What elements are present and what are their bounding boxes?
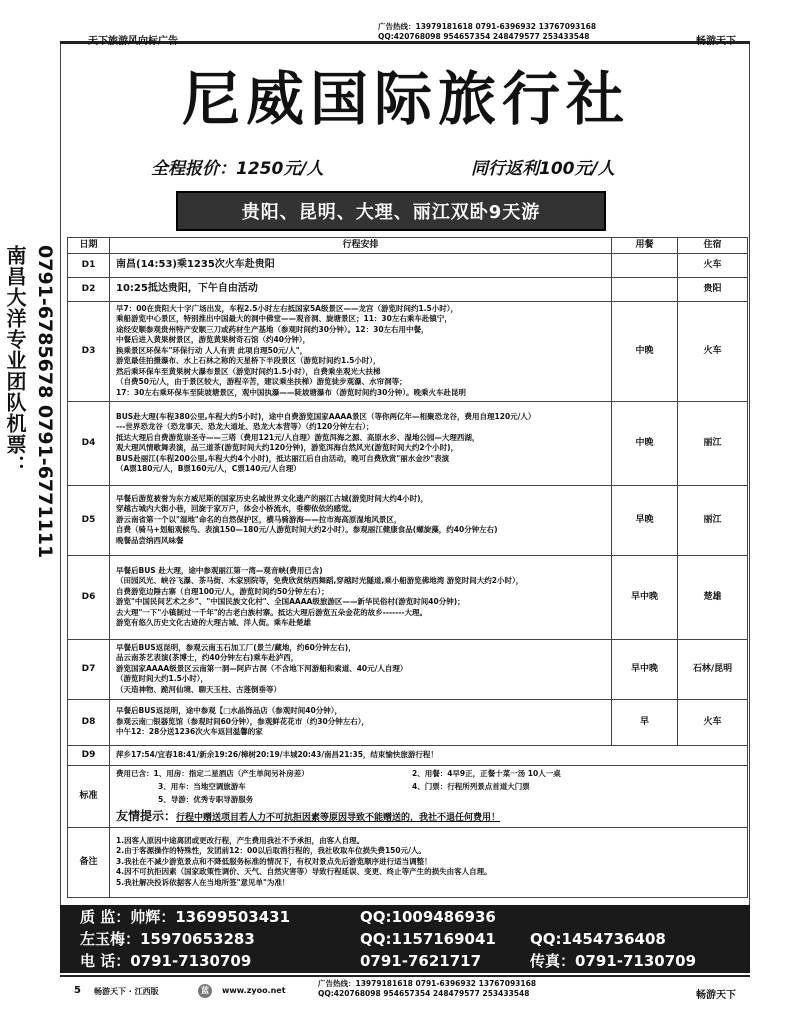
- header-hotline: [378, 22, 596, 42]
- day-stay: 楚雄: [678, 555, 748, 639]
- standard-item-4: 4、门票：行程所列景点首道大门票: [412, 781, 530, 791]
- day-stay: 贵阳: [678, 277, 748, 301]
- day-meal: 早: [612, 699, 678, 745]
- day-label: D9: [68, 745, 110, 765]
- schedule-line: 早餐后BUS返昆明，途中参观【□水晶饰品店（参观时间40分钟），: [116, 706, 342, 716]
- contact-row-supervisor: [60, 906, 750, 928]
- publication-name: 畅游天下 · 江西版: [94, 987, 159, 996]
- schedule-line: 去大理"一下"小镇制过一千年"的古老白族村寨。抵达大理后游览五朵金花的故乡-------大理。: [116, 607, 428, 617]
- day-label: D5: [68, 485, 110, 555]
- schedule-line: 穿越古城内大街小巷，回旋于家万户，体会小桥流水，垂柳依依的感觉。: [116, 504, 356, 514]
- day-label: D4: [68, 401, 110, 485]
- table-row: [68, 301, 748, 401]
- day-stay: 石林/昆明: [678, 639, 748, 699]
- friendly-tip: [116, 809, 741, 825]
- day-label: D3: [68, 301, 110, 401]
- day-meal: 早中晚: [612, 555, 678, 639]
- footer-hotline-qq: QQ:420768098 954657354 248479577 253433548: [318, 989, 530, 998]
- schedule-line: 游览最佳拍摄瀑布、水上石林之称的天星桥下半段景区（游览时间约1.5小时），: [116, 356, 381, 366]
- table-header-row: [68, 238, 748, 254]
- schedule-line: （游览时间大约1.5小时），: [116, 674, 209, 684]
- contact-zuo: 左玉梅：15970653283: [80, 930, 255, 948]
- schedule-line: 游览有悠久历史文化古迹的大理古城、洋人街。乘车赴楚雄: [116, 618, 311, 627]
- day-schedule: [110, 277, 612, 301]
- sidebar-ticket-ad: [2, 245, 56, 765]
- schedule-line: （A票180元/人，B票160元/人，C票140元/人自理）: [116, 464, 301, 473]
- schedule-line: 游览国家AAAA级景区云南第一洞—阿庐古洞（不含地下河游船和索道、40元/人自理）: [116, 663, 408, 673]
- standard-content: [110, 765, 748, 827]
- day-stay: 丽江: [678, 401, 748, 485]
- footer-hotline: [318, 979, 536, 999]
- day-meal: [612, 277, 678, 301]
- footer-right-text: 畅游天下: [696, 990, 736, 1001]
- schedule-line: （田园风光、峡谷飞瀑、茶马街、木家别院等，免费欣赏纳西舞蹈,穿越时光隧道,乘小船游览佛地湾 游览时间大约2小时），: [116, 576, 524, 585]
- route-banner: 贵阳、昆明、大理、丽江双卧9天游: [176, 191, 606, 231]
- day-schedule: [110, 699, 612, 745]
- schedule-line: 乘船游览中心景区，特别推出中国最大的洞中佛堂——观音洞、旋塘景区；11：30左右乘车赴镇宁，: [116, 314, 452, 324]
- page-header: [60, 20, 750, 47]
- day-label: D6: [68, 555, 110, 639]
- schedule-line: BUS赴大理(车程380公里,车程大约5小时)，途中自费游览国家AAAA景区（等你两亿年—相聚恐龙谷，费用自理120元/人）: [116, 411, 536, 421]
- day-meal: 早晚: [612, 485, 678, 555]
- standard-item-1: [116, 768, 412, 779]
- contacts-block: [60, 905, 750, 973]
- schedule-line: 换乘景区环保车"环保行动 人人有责 此项自理50元/人"，: [116, 345, 308, 355]
- note-line: 2.由于客源操作的特殊性，发团前12：00以后取消行程的，我社收取车位损失费150元/人。: [116, 846, 426, 856]
- schedule-line: 抵达大理后自费游览崇圣寺——三塔（费用121元/人自理）游览洱海之源、高原水乡、湿地公园—大理西湖，: [116, 432, 480, 442]
- note-line: 1.因客人原因中途离团或更改行程，产生费用我社不予承担，由客人自理。: [116, 835, 365, 845]
- fee-prefix: 费用已含：: [116, 768, 154, 778]
- page-number: 5: [74, 985, 81, 996]
- note-line: 3.我社在不减少游览景点和不降低服务标准的情况下，有权对景点先后游览顺序进行适当调整！: [116, 856, 432, 866]
- day-label: D8: [68, 699, 110, 745]
- sidebar-ticket-phones: 0791-6785678 0791-6771111: [34, 245, 56, 559]
- schedule-line: 途经安顺参观贵州特产安顺三刀或药材生产基地（参观时间约30分钟）。12：30左右用中餐，: [116, 324, 429, 334]
- standard-label: 标准: [68, 765, 110, 827]
- day-schedule: [110, 639, 612, 699]
- notes-row: [68, 827, 748, 897]
- schedule-line: 然后乘环保车至黄果树大瀑布景区（游览时间约1.5小时），自费乘坐观光大扶梯: [116, 366, 381, 376]
- schedule-line: 中午12：28分送1236次火车返回温馨的家: [116, 727, 263, 737]
- contact-zuo-qq: QQ:1157169041: [360, 930, 496, 948]
- schedule-line: 早餐后BUS 赴大理，途中参观丽江第一湾—观音峡(费用已含): [116, 565, 323, 575]
- page-footer: [60, 975, 750, 1005]
- schedule-line: 17：30左右乘环保车至陡坡塘景区，观中国执瀑——陡坡塘瀑布（游览时间约30分钟）。晚乘火车赴昆明: [116, 387, 467, 397]
- table-row: [68, 253, 748, 277]
- footer-hotline-phones: 广告热线：13979181618 0791-6396932 13767093168: [318, 979, 537, 988]
- friendly-tip-text: 行程中赠送项目若人力不可抗拒因素等原因导致不能赠送的，我社不退任何费用！: [176, 812, 501, 823]
- note-line: 5.我社解决投诉依据客人在当地所签"意见单"为准！: [116, 877, 290, 887]
- schedule-line: 早7：00在贵阳大十字广场出发，车程2.5小时左右抵国家5A级景区——龙宫（游览时间约1.5小时），: [116, 303, 458, 313]
- day-schedule: [110, 401, 612, 485]
- sidebar-ticket-label: 南昌大洋专业团队机票：: [3, 245, 27, 476]
- header-hotline-qq: QQ:420768098 954657354 248479577 253433548: [378, 32, 590, 41]
- price-row: [61, 154, 751, 178]
- main-ad: [60, 44, 750, 934]
- schedule-line: 参观云南□银器览馆（参观时间60分钟），参观鲜花花市（约30分钟左右），: [116, 716, 369, 726]
- schedule-line: 早餐后BUS返昆明，参观云南玉石加工厂(景兰/藏地，约60分钟左右)，: [116, 642, 356, 652]
- day-stay: 火车: [678, 253, 748, 277]
- table-row: [68, 555, 748, 639]
- day-schedule: [110, 301, 612, 401]
- table-row: [68, 639, 748, 699]
- header-date: 日期: [68, 238, 110, 254]
- day-label: D2: [68, 277, 110, 301]
- day-meal: 中晚: [612, 301, 678, 401]
- table-row: [68, 277, 748, 301]
- full-price: 全程报价：1250元/人: [151, 159, 324, 179]
- schedule-line: 萍乡17:54/宜春18:41/新余19:26/樟树20:19/丰城20:43/南昌21:35，结束愉快旅游行程！: [116, 749, 438, 759]
- schedule-line: 中餐后进入黄果树景区，游览黄果树奇石馆（约40分钟），: [116, 335, 311, 345]
- table-row: [68, 699, 748, 745]
- day-schedule: [110, 745, 748, 765]
- day-stay: 丽江: [678, 485, 748, 555]
- standard-items: [116, 768, 741, 805]
- table-row: [68, 485, 748, 555]
- day-meal: 中晚: [612, 401, 678, 485]
- day-stay: 火车: [678, 699, 748, 745]
- schedule-line: 自费（骑马+划船观候鸟、表演150—180元/人游览时间大约2小时）。参观丽江健康食品(螺旋藻，约40分钟左右): [116, 525, 498, 535]
- schedule-line: 游云南省第一个以"湿地"命名的自然保护区，横马骑游海——拉市海高原湿地风景区，: [116, 514, 402, 524]
- schedule-line: 自费游览边陲古寨（自理100元/人，游览时间约50分钟左右）；: [116, 586, 329, 596]
- schedule-line: 10:25抵达贵阳，下午自由活动: [116, 283, 258, 294]
- day-meal: [612, 253, 678, 277]
- itinerary-table: [67, 237, 748, 898]
- contact-phone: 电 话：0791-7130709: [80, 952, 252, 970]
- agency-title: 尼威国际旅行社: [181, 65, 630, 133]
- header-hotline-phones: 广告热线：13979181618 0791-6396932 13767093168: [378, 22, 597, 31]
- day-schedule: [110, 555, 612, 639]
- schedule-line: BUS赴丽江(车程200公里,车程大约4个小时)，抵达丽江后自由活动，晚可自费欣赏"丽水金沙"表演: [116, 453, 450, 463]
- schedule-line: （自费50元/人，由于景区较大，游程辛苦，建议乘坐扶梯）游览徒步观瀑、水帘洞等；: [116, 377, 407, 387]
- standard-item-empty: [412, 794, 602, 805]
- notes-label: 备注: [68, 827, 110, 897]
- header-right-text: 畅游天下: [696, 36, 736, 47]
- table-row: [68, 401, 748, 485]
- contact-row-phone: [60, 950, 750, 972]
- schedule-line: 南昌(14:53)乘1235次火车赴贵阳: [116, 259, 275, 270]
- standard-item-3: 3、用车：当地空调旅游车: [158, 781, 246, 791]
- notes-content: [110, 827, 748, 897]
- schedule-line: 观大理风情歌舞表演，品三道茶(游览时间大约120分钟)，游览洱海自然风光(游览时间大约2个小时)，: [116, 443, 459, 452]
- contact-supervisor-qq: QQ:1009486936: [360, 908, 496, 926]
- header-meal: 用餐: [612, 238, 678, 254]
- contact-fax: 传真：0791-7130709: [530, 952, 697, 970]
- schedule-line: 晚餐品尝纳西风味餐: [116, 535, 184, 545]
- contact-zuo-qq-2: QQ:1454736408: [530, 930, 666, 948]
- schedule-line: 游览"中国民间艺术之乡"、"中国民族文化村"、全国AAAA级旅游区——新华民俗村(游览时间40分钟)；: [116, 597, 465, 606]
- day-label: D7: [68, 639, 110, 699]
- schedule-line: （天造神物、跪河仙境、聊天玉柱、古莲倒垂等）: [116, 684, 281, 694]
- schedule-line: 品云南茶艺表演(茶博士，约40分钟左右)乘车赴泸西，: [116, 653, 299, 663]
- friendly-tip-label: 友情提示：: [116, 808, 177, 823]
- header-left-text: 天下旅游风向标广告: [88, 36, 178, 47]
- peer-rebate: 同行返利100元/人: [471, 159, 615, 179]
- header-stay: 住宿: [678, 238, 748, 254]
- header-schedule: 行程安排: [110, 238, 612, 254]
- day-label: D1: [68, 253, 110, 277]
- contact-supervisor: 质 监：帅辉：13699503431: [80, 908, 291, 926]
- contact-row-zuo: [60, 928, 750, 950]
- table-row: [68, 745, 748, 765]
- day-schedule: [110, 485, 612, 555]
- schedule-line: 早餐后游览被誉为东方威尼斯的国家历史名城世界文化遗产的丽江古城(游览时间大约4小时)，: [116, 493, 429, 503]
- schedule-line: ---世界恐龙谷（恐龙事天、恐龙大道址、恐龙大本营等）（约120分钟左右）；: [116, 422, 374, 431]
- note-line: 4.因不可抗拒因素（国家政策性调价、天气、自然灾害等）导致行程延误、变更、终止等产生的损失由客人自理。: [116, 867, 492, 877]
- edition-badge: 蓝: [198, 984, 212, 998]
- standard-item-text: 1、用房：指定二星酒店（产生单间另补房差）: [153, 768, 309, 778]
- day-stay: 火车: [678, 301, 748, 401]
- day-meal: 早中晚: [612, 639, 678, 699]
- standard-item-5: 5、导游：优秀专职导游服务: [158, 794, 254, 804]
- standard-row: [68, 765, 748, 827]
- contact-phone-2: 0791-7621717: [360, 952, 482, 970]
- website-link[interactable]: www.zyoo.net: [222, 986, 286, 995]
- day-schedule: [110, 253, 612, 277]
- standard-item-2: 2、用餐：4早9正，正餐十菜一汤 10人一桌: [412, 768, 561, 778]
